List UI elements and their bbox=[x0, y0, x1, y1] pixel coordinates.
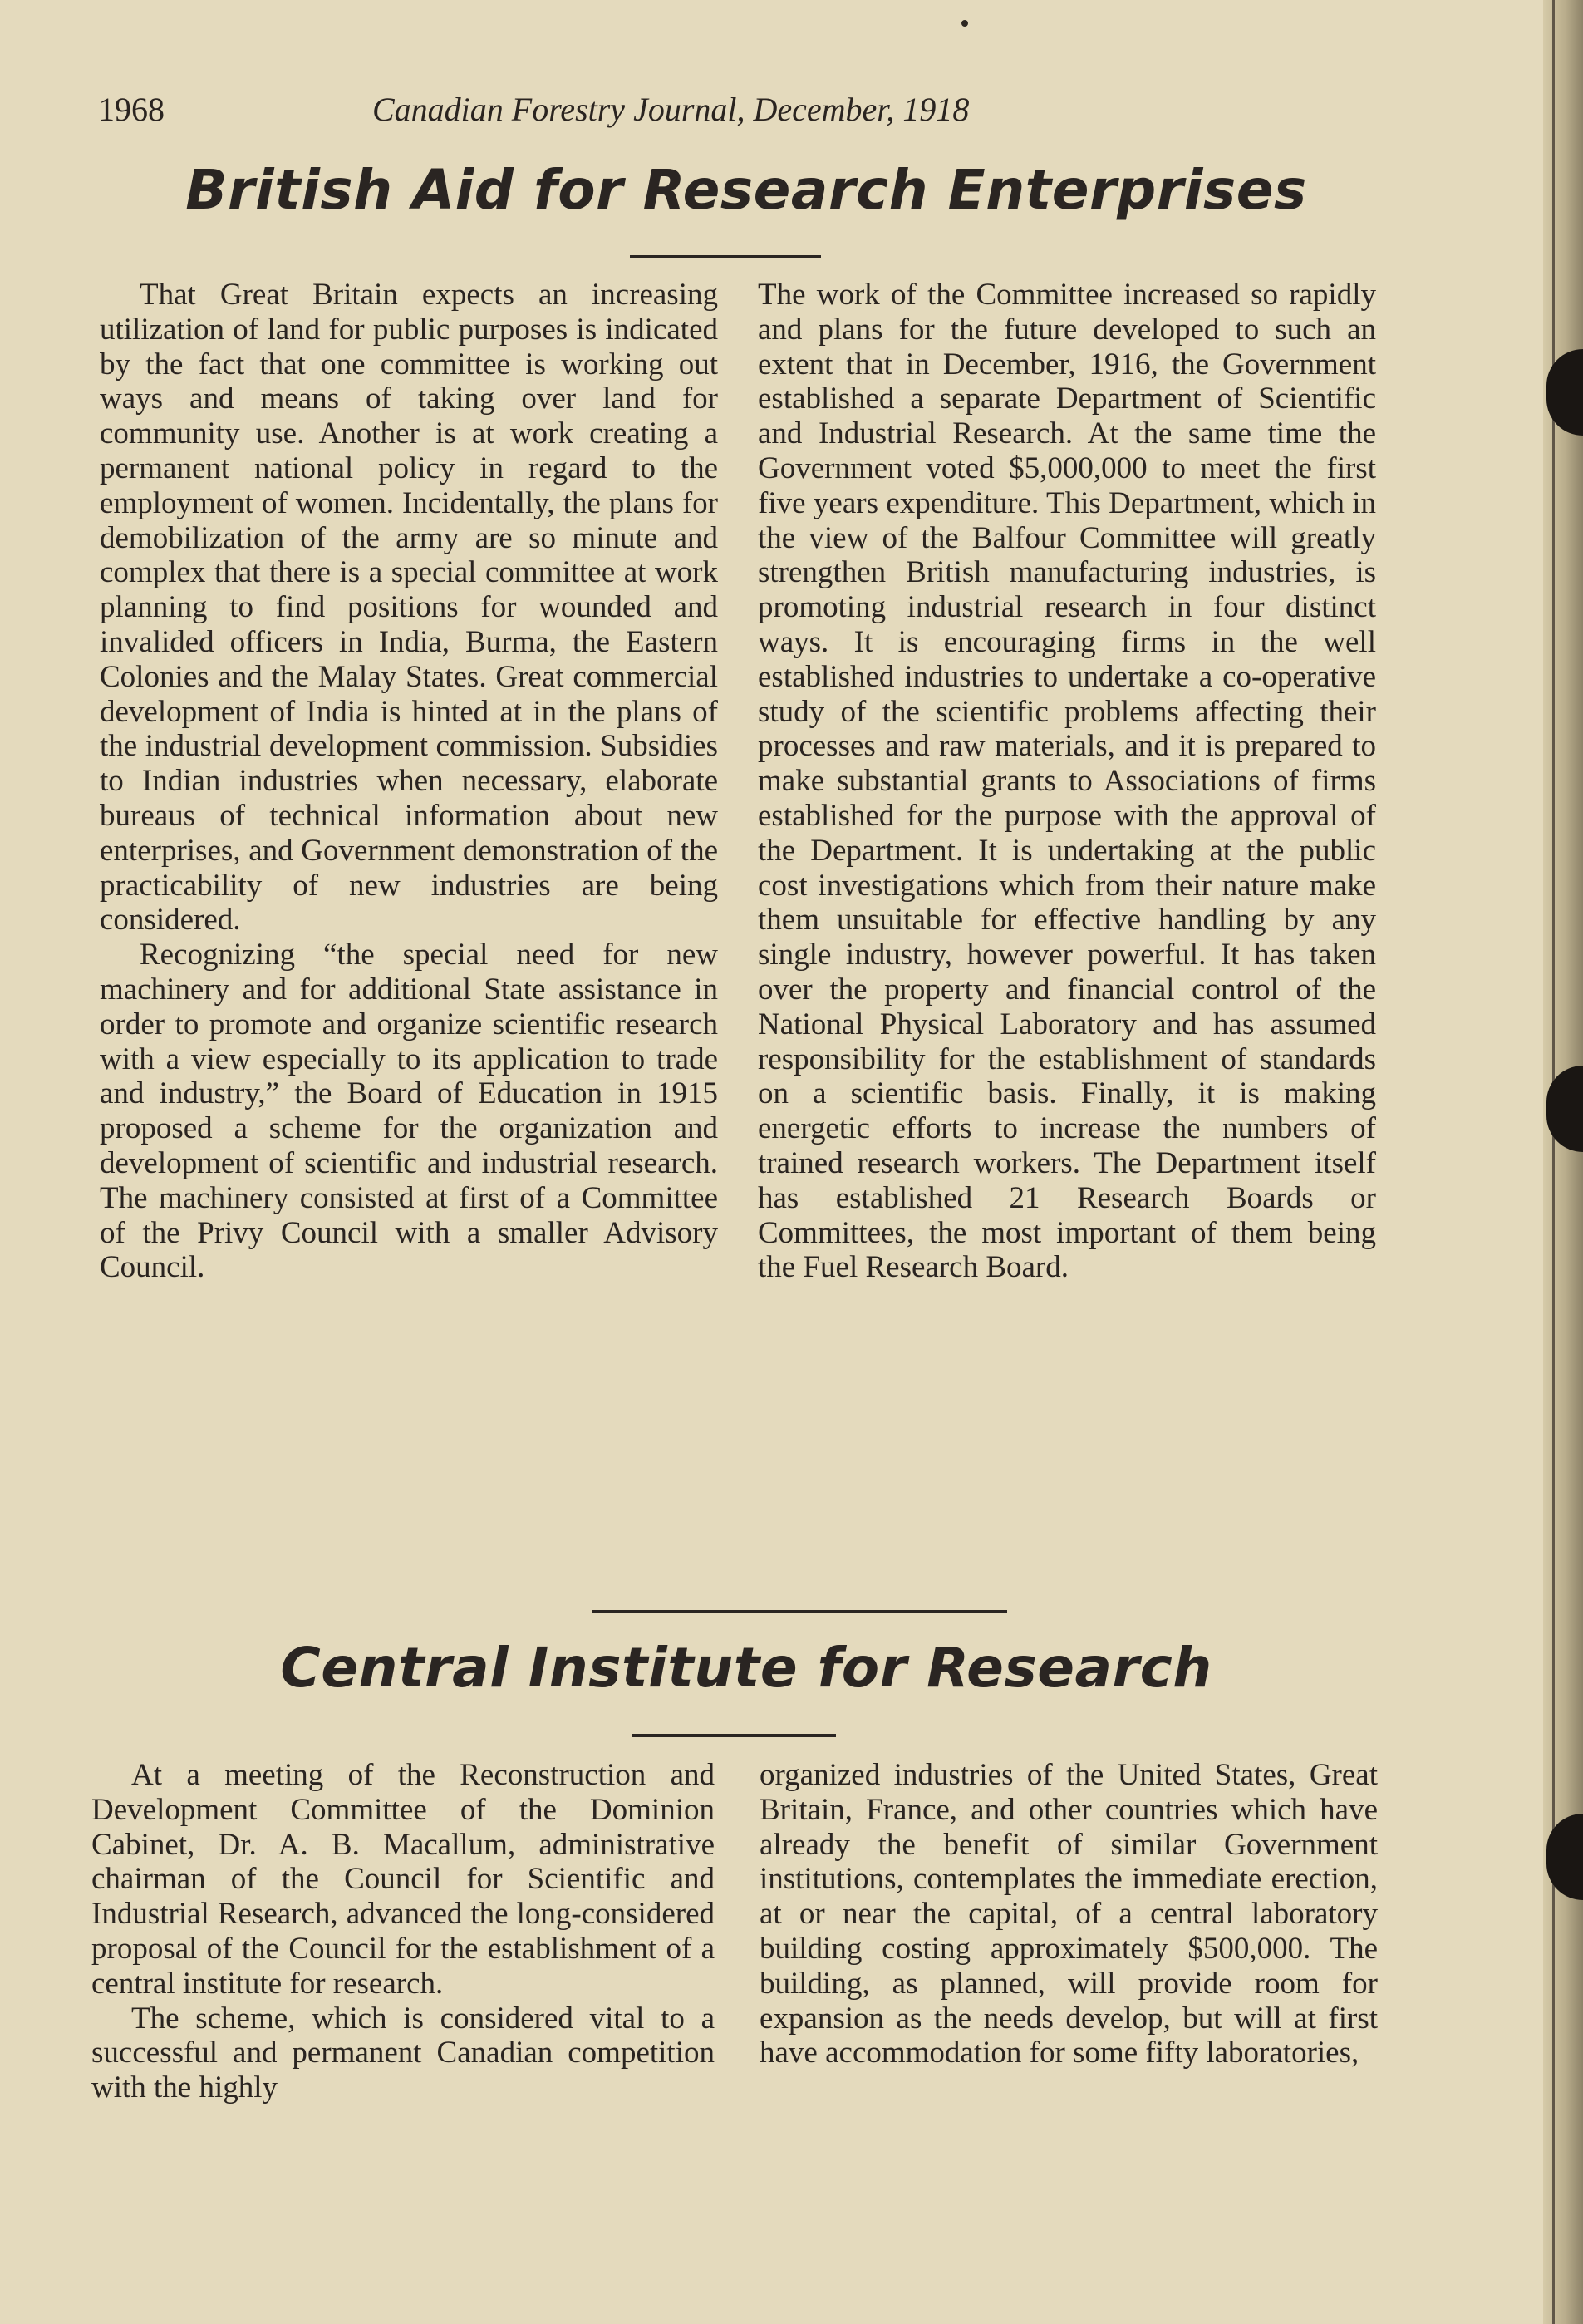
article1-left-column bbox=[100, 278, 718, 1285]
journal-title: Canadian Forestry Journal, December, 1918 bbox=[372, 91, 970, 128]
paragraph: That Great Britain expects an increasing utilization of land for public purposes is indicated by the fact that one committee is working out ways and means of taking over land for community use. Another is at work creating a permanent national policy in regard to the employment of women. Incidentally, the plans for demobilization of the army are so minute and complex that there is a special committee at work planning to find positions for wounded and invalided officers in India, Burma, the Eastern Colonies and the Malay States. Great commercial development of India is hinted at in the plans of the industrial development commission. Subsidies to Indian industries when necessary, elaborate bureaus of technical information about new enterprises, and Government demonstration of the practicability of new industries are being considered. bbox=[100, 278, 718, 938]
article2-left-column bbox=[91, 1758, 715, 2105]
title-rule bbox=[630, 255, 821, 258]
paragraph: The work of the Committee increased so rapidly and plans for the future developed to such an extent that in December, 1916, the Government established a separate Department of Scientific and Industrial Research. At the same time the Government voted $5,000,000 to meet the first five years expenditure. This Department, which in the view of the Balfour Committee will greatly strengthen British manufacturing industries, is promoting industrial research in four distinct ways. It is encouraging firms in the well established industries to undertake a co-operative study of the scientific problems affecting their processes and raw materials, and it is prepared to make substantial grants to Associations of firms established for the purpose with the approval of the Department. It is undertaking at the public cost investigations which from their nature make them unsuitable for effective handling by any single industry, however powerful. It has taken over the property and financial control of the National Physical Laboratory and has assumed responsibility for the establishment of standards on a scientific basis. Finally, it is making energetic efforts to increase the numbers of trained research workers. The Department itself has established 21 Research Boards or Committees, the most important of them being the Fuel Research Board. bbox=[758, 278, 1376, 1285]
article1-right-column bbox=[758, 278, 1376, 1285]
section-divider bbox=[592, 1610, 1007, 1613]
paragraph: At a meeting of the Reconstruction and Development Committee of the Dominion Cabinet, Dr. A. B. Macallum, administrative chairman of the Council for Scientific and Industrial Research, advanced the long-considered proposal of the Council for the establishment of a central institute for research. bbox=[91, 1758, 715, 2001]
page-number: 1968 bbox=[98, 91, 165, 128]
article-title-british-aid: British Aid for Research Enterprises bbox=[185, 158, 1307, 222]
title-rule bbox=[632, 1734, 836, 1737]
binding-line bbox=[1552, 0, 1555, 2324]
running-head bbox=[98, 90, 1120, 135]
paragraph: Recognizing “the special need for new machinery and for additional State assistance in order to promote and organize scientific research with a view especially to its application to trade and industry,” the Board of Education in 1915 proposed a scheme for the organization and development of scientific and industrial research. The machinery consisted at first of a Committee of the Privy Council with a smaller Advisory Council. bbox=[100, 938, 718, 1285]
article-title-central-institute: Central Institute for Research bbox=[280, 1636, 1212, 1700]
paragraph: The scheme, which is considered vital to a successful and permanent Canadian competition with the highly bbox=[91, 2001, 715, 2105]
article2-right-column bbox=[760, 1758, 1378, 2070]
ink-speck bbox=[961, 20, 968, 27]
binding-edge bbox=[1543, 0, 1583, 2324]
paragraph: organized industries of the United States, Great Britain, France, and other countries which have already the benefit of similar Government institutions, contemplates the immediate erection, at or near the capital, of a central laboratory building costing approximately $500,000. The building, as planned, will provide room for expansion as the needs develop, but will at first have accommodation for some fifty laboratories, bbox=[760, 1758, 1378, 2070]
